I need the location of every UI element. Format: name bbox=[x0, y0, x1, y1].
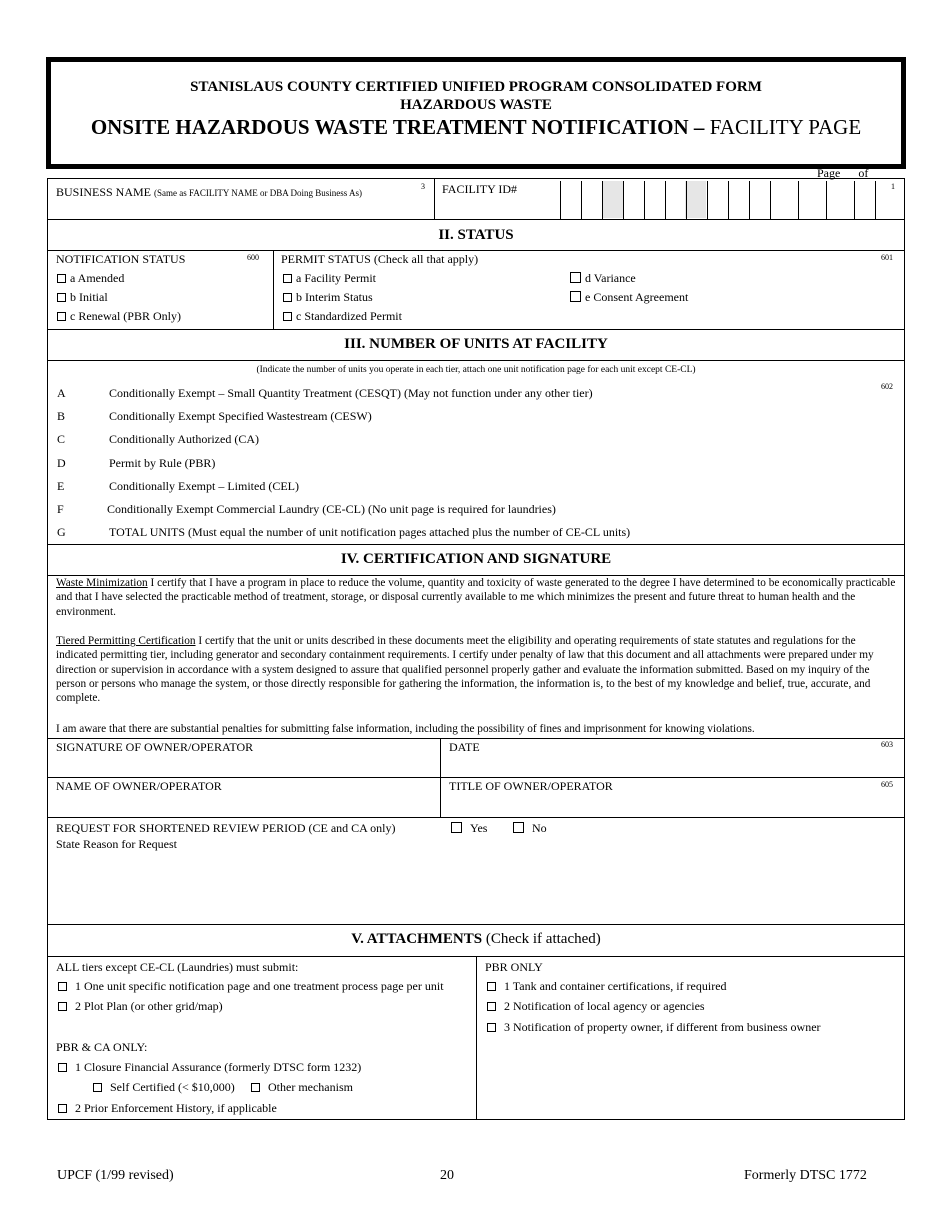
unit-row-text: Conditionally Exempt – Limited (CEL) bbox=[109, 479, 299, 493]
title-field[interactable] bbox=[442, 796, 902, 816]
pbr-ca-label: PBR & CA ONLY: bbox=[56, 1040, 148, 1054]
footer-right: Formerly DTSC 1772 bbox=[744, 1168, 867, 1183]
notification-code: 600 bbox=[247, 253, 259, 262]
checkbox[interactable] bbox=[58, 1104, 67, 1113]
units-instruction: (Indicate the number of units you operate in each tier, attach one unit notification page for each unit except CE-CL) bbox=[256, 365, 696, 375]
checkbox[interactable] bbox=[57, 312, 66, 321]
unit-row-letter: E bbox=[57, 479, 65, 493]
form-title: ONSITE HAZARDOUS WASTE TREATMENT NOTIFICATION – FACILITY PAGE bbox=[90, 115, 862, 139]
name-field[interactable] bbox=[49, 796, 439, 816]
cert-section-title: IV. CERTIFICATION AND SIGNATURE bbox=[340, 551, 612, 567]
unit-row-text: Permit by Rule (PBR) bbox=[109, 456, 216, 470]
unit-row-text: Conditionally Authorized (CA) bbox=[109, 432, 259, 446]
checkbox[interactable] bbox=[93, 1083, 102, 1092]
facility-code: 1 bbox=[891, 182, 895, 191]
name-label: NAME OF OWNER/OPERATOR bbox=[56, 779, 222, 793]
page-of: Page __ of __ bbox=[817, 166, 884, 180]
permit-standardized[interactable]: c Standardized Permit bbox=[283, 309, 402, 324]
attach-closure-financial[interactable]: 1 Closure Financial Assurance (formerly DTSC form 1232) bbox=[58, 1060, 361, 1075]
checkbox[interactable] bbox=[283, 293, 292, 302]
checkbox[interactable] bbox=[570, 272, 581, 283]
attachments-section-title: V. ATTACHMENTS (Check if attached) bbox=[351, 931, 601, 947]
permit-facility[interactable]: a Facility Permit bbox=[283, 271, 376, 286]
unit-row-text: Conditionally Exempt Specified Wastestream (CESW) bbox=[109, 409, 372, 423]
notification-status-label: NOTIFICATION STATUS bbox=[56, 252, 186, 266]
all-tiers-label: ALL tiers except CE-CL (Laundries) must submit: bbox=[56, 960, 299, 974]
unit-row-letter: C bbox=[57, 432, 66, 446]
reason-field[interactable] bbox=[49, 855, 901, 921]
facility-id-field[interactable] bbox=[560, 181, 902, 218]
date-label: DATE bbox=[449, 740, 480, 754]
checkbox[interactable] bbox=[570, 291, 581, 302]
waste-minimization-paragraph: Waste Minimization I certify that I have a program in place to reduce the volume, quantity and toxicity of waste generated to the degree I have determined to be economically practicable and that I have selected the practicable method of treatment, storage, or disposal currently available to me which minimizes the present and future threat to human health and the environment. bbox=[56, 577, 896, 618]
unit-row-letter: A bbox=[57, 386, 66, 400]
other-mechanism-option[interactable]: Other mechanism bbox=[251, 1080, 353, 1095]
unit-row-text: Conditionally Exempt Commercial Laundry (CE-CL) (No unit page is required for laundries) bbox=[107, 502, 556, 516]
checkbox[interactable] bbox=[487, 1002, 496, 1011]
pbr-only-label: PBR ONLY bbox=[485, 960, 543, 974]
unit-row-letter: B bbox=[57, 409, 66, 423]
attach-local-agency[interactable]: 2 Notification of local agency or agencies bbox=[487, 999, 705, 1014]
attach-tank-certifications[interactable]: 1 Tank and container certifications, if required bbox=[487, 979, 727, 994]
checkbox[interactable] bbox=[283, 274, 292, 283]
business-code: 3 bbox=[421, 182, 425, 191]
notification-initial[interactable]: b Initial bbox=[57, 290, 108, 305]
date-field[interactable] bbox=[442, 757, 902, 777]
permit-consent[interactable]: e Consent Agreement bbox=[570, 290, 688, 305]
notification-amended[interactable]: a Amended bbox=[57, 271, 124, 286]
review-no[interactable]: No bbox=[513, 821, 547, 836]
facility-id-label: FACILITY ID# bbox=[442, 182, 517, 196]
business-name-label: BUSINESS NAME (Same as FACILITY NAME or DBA Doing Business As) bbox=[56, 185, 363, 199]
checkbox[interactable] bbox=[57, 274, 66, 283]
signature-field[interactable] bbox=[49, 757, 439, 777]
reason-label: State Reason for Request bbox=[56, 837, 177, 851]
review-yes[interactable]: Yes bbox=[451, 821, 487, 836]
header-line1: STANISLAUS COUNTY CERTIFIED UNIFIED PROGRAM CONSOLIDATED FORM bbox=[190, 79, 762, 95]
checkbox[interactable] bbox=[251, 1083, 260, 1092]
permit-code: 601 bbox=[881, 253, 893, 262]
unit-row-letter: F bbox=[57, 502, 64, 516]
checkbox[interactable] bbox=[487, 1023, 496, 1032]
checkbox[interactable] bbox=[58, 1063, 67, 1072]
permit-status-label: PERMIT STATUS (Check all that apply) bbox=[281, 252, 479, 266]
unit-row-text: TOTAL UNITS (Must equal the number of unit notification pages attached plus the number of CE-CL units) bbox=[109, 525, 631, 539]
checkbox[interactable] bbox=[58, 1002, 67, 1011]
checkbox[interactable] bbox=[487, 982, 496, 991]
date-code: 603 bbox=[881, 740, 893, 749]
unit-row-text: Conditionally Exempt – Small Quantity Treatment (CESQT) (May not function under any other tier) bbox=[109, 386, 593, 400]
units-code: 602 bbox=[881, 382, 893, 391]
checkbox[interactable] bbox=[57, 293, 66, 302]
footer-left: UPCF (1/99 revised) bbox=[57, 1168, 174, 1183]
signature-label: SIGNATURE OF OWNER/OPERATOR bbox=[56, 740, 254, 754]
review-request-label: REQUEST FOR SHORTENED REVIEW PERIOD (CE and CA only) bbox=[56, 821, 396, 835]
unit-row-letter: D bbox=[57, 456, 66, 470]
permit-interim[interactable]: b Interim Status bbox=[283, 290, 373, 305]
unit-row-letter: G bbox=[57, 525, 66, 539]
form-header bbox=[46, 57, 906, 169]
checkbox[interactable] bbox=[513, 822, 524, 833]
status-section-title: II. STATUS bbox=[438, 227, 514, 243]
checkbox[interactable] bbox=[451, 822, 462, 833]
page-number: 20 bbox=[440, 1168, 454, 1183]
form-body bbox=[47, 178, 905, 1120]
tiered-permitting-paragraph: Tiered Permitting Certification I certify that the unit or units described in these documents meet the eligibility and operating requirements of state statutes and regulations for the indicated permitting tier, including generator and secondary containment requirements. I certify under penalty of law that this document and all attachments were prepared under my direction or supervision in accordance with a system designed to assure that qualified personnel properly gather and evaluate the information submitted. Based on my inquiry of the person or persons who manage the system, or those directly responsible for gathering the information, the information is, to the best of my knowledge and belief, true, accurate, and complete. bbox=[56, 635, 874, 705]
title-code: 605 bbox=[881, 780, 893, 789]
attach-unit-pages[interactable]: 1 One unit specific notification page and one treatment process page per unit bbox=[58, 979, 444, 994]
attach-enforcement-history[interactable]: 2 Prior Enforcement History, if applicable bbox=[58, 1101, 277, 1116]
notification-renewal[interactable]: c Renewal (PBR Only) bbox=[57, 309, 181, 324]
permit-variance[interactable]: d Variance bbox=[570, 271, 636, 286]
self-certified-option[interactable]: Self Certified (< $10,000) bbox=[93, 1080, 235, 1095]
checkbox[interactable] bbox=[58, 982, 67, 991]
attach-plot-plan[interactable]: 2 Plot Plan (or other grid/map) bbox=[58, 999, 223, 1014]
penalty-paragraph: I am aware that there are substantial penalties for submitting false information, including the possibility of fines and imprisonment for knowing violations. bbox=[56, 723, 755, 735]
title-label: TITLE OF OWNER/OPERATOR bbox=[449, 779, 613, 793]
attach-property-owner[interactable]: 3 Notification of property owner, if different from business owner bbox=[487, 1020, 821, 1035]
units-section-title: III. NUMBER OF UNITS AT FACILITY bbox=[344, 336, 608, 352]
checkbox[interactable] bbox=[283, 312, 292, 321]
header-line2: HAZARDOUS WASTE bbox=[400, 97, 552, 113]
